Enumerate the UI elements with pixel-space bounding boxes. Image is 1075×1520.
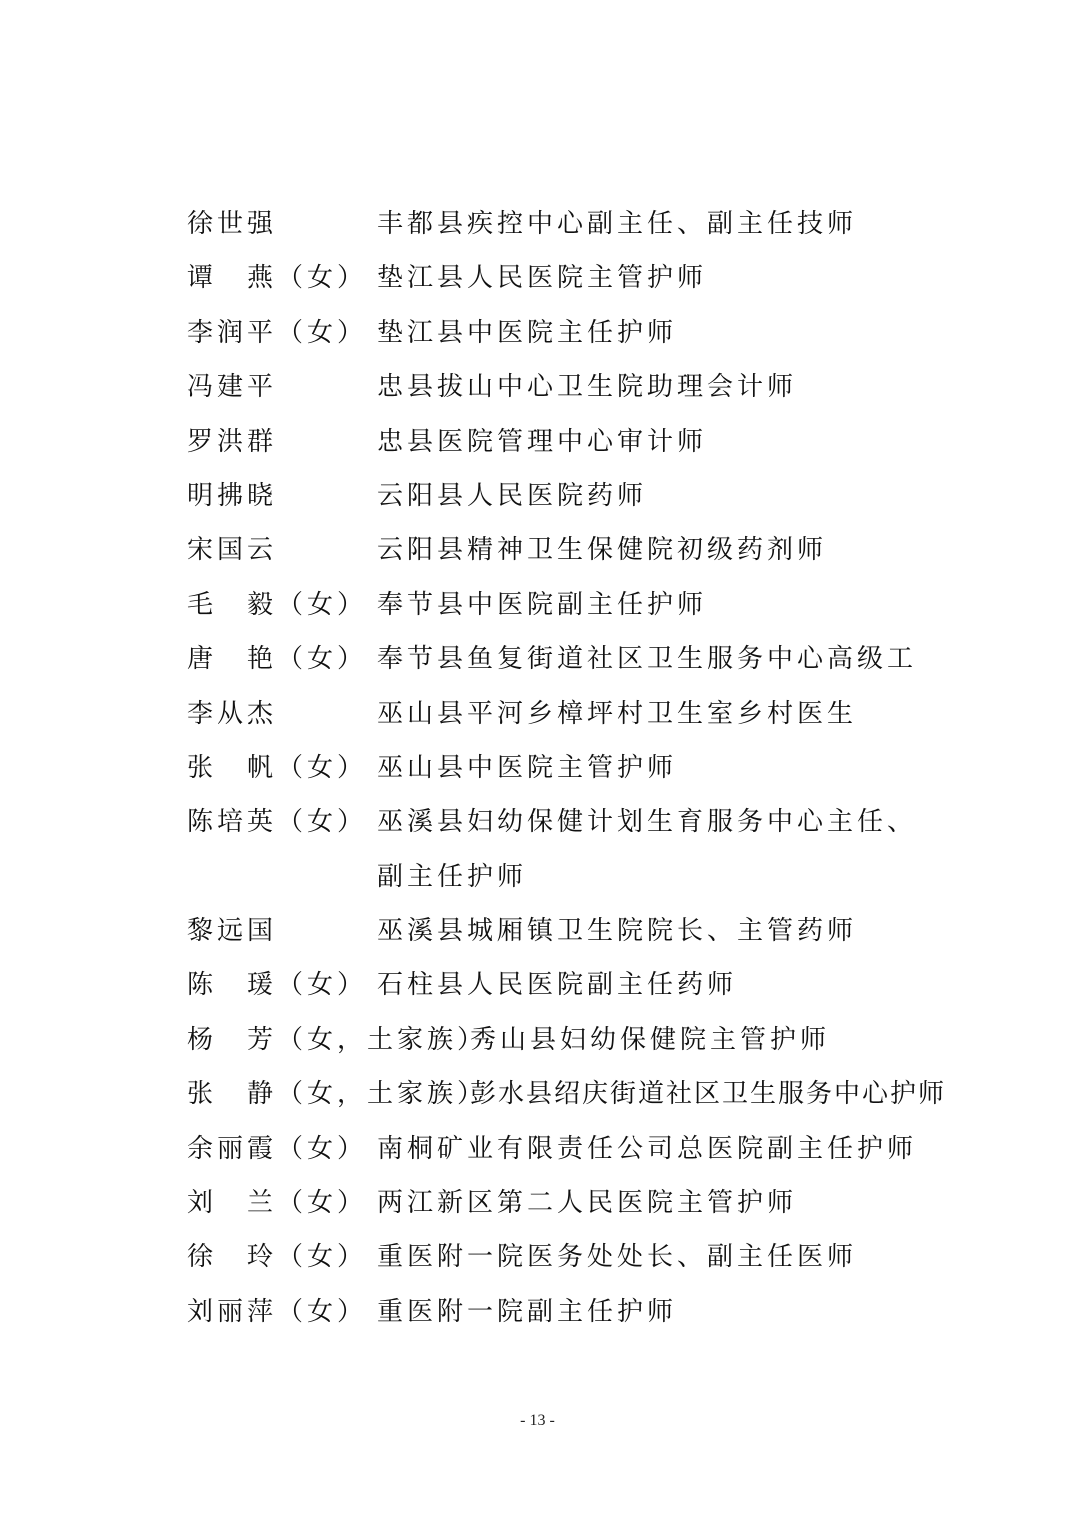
person-name: 毛 毅（女）	[187, 589, 368, 620]
personnel-list	[187, 197, 1007, 1339]
person-name: 张 帆（女）	[187, 752, 368, 783]
page-number: - 13 -	[520, 1412, 555, 1429]
person-title: 巫山县中医院主管护师	[377, 752, 678, 783]
list-item	[187, 904, 1007, 958]
person-title: 重医附一院医务处处长、副主任医师	[377, 1242, 858, 1273]
list-item	[187, 795, 1007, 849]
person-title: 奉节县鱼复街道社区卫生服务中心高级工	[377, 644, 918, 675]
person-name: 李润平（女）	[187, 317, 368, 348]
person-name: 李从杰	[187, 698, 278, 729]
person-title: 奉节县中医院副主任护师	[377, 589, 708, 620]
list-item	[187, 1013, 1007, 1067]
list-item	[187, 741, 1007, 795]
person-name: 徐世强	[187, 209, 278, 239]
list-item	[187, 415, 1007, 469]
person-title: 秀山县妇幼保健院主管护师	[470, 1024, 831, 1055]
person-name: 罗洪群	[187, 426, 278, 457]
person-name: 刘丽萍（女）	[187, 1296, 368, 1327]
person-title: 彭水县绍庆街道社区卫生服务中心护师	[470, 1079, 947, 1110]
list-item	[187, 251, 1007, 305]
list-item-continuation	[187, 850, 1007, 904]
list-item	[187, 1285, 1007, 1339]
person-name: 徐 玲（女）	[187, 1242, 368, 1273]
person-name: 陈 瑗（女）	[187, 970, 368, 1001]
person-title: 忠县拔山中心卫生院助理会计师	[377, 372, 798, 403]
list-item	[187, 958, 1007, 1012]
person-title: 垫江县中医院主任护师	[377, 317, 678, 348]
list-item	[187, 632, 1007, 686]
person-title: 副主任护师	[377, 861, 528, 892]
person-name: 宋国云	[187, 535, 278, 566]
list-item	[187, 469, 1007, 523]
list-item	[187, 197, 1007, 251]
person-title: 两江新区第二人民医院主管护师	[377, 1188, 798, 1219]
person-title: 巫山县平河乡樟坪村卫生室乡村医生	[377, 698, 858, 729]
list-item	[187, 578, 1007, 632]
person-name: 明拂晓	[187, 480, 278, 511]
person-name: 黎远国	[187, 916, 278, 947]
person-title: 云阳县人民医院药师	[377, 480, 648, 511]
person-name: 杨 芳（女，土家族）	[187, 1024, 488, 1055]
person-title: 重医附一院副主任护师	[377, 1296, 678, 1327]
person-title: 垫江县人民医院主管护师	[377, 263, 708, 294]
person-title: 忠县医院管理中心审计师	[377, 426, 708, 457]
list-item	[187, 360, 1007, 414]
person-title: 巫溪县城厢镇卫生院院长、主管药师	[377, 916, 858, 947]
list-item	[187, 306, 1007, 360]
person-title: 石柱县人民医院副主任药师	[377, 970, 738, 1001]
person-name: 谭 燕（女）	[187, 263, 368, 294]
person-title: 巫溪县妇幼保健计划生育服务中心主任、	[377, 807, 918, 838]
list-item	[187, 687, 1007, 741]
person-name: 刘 兰（女）	[187, 1188, 368, 1219]
list-item	[187, 1230, 1007, 1284]
person-title: 南桐矿业有限责任公司总医院副主任护师	[377, 1133, 918, 1164]
list-item	[187, 523, 1007, 577]
person-name: 陈培英（女）	[187, 807, 368, 838]
person-name: 唐 艳（女）	[187, 644, 368, 675]
list-item	[187, 1122, 1007, 1176]
person-name: 张 静（女，土家族）	[187, 1079, 488, 1110]
person-name: 冯建平	[187, 372, 278, 403]
person-name: 余丽霞（女）	[187, 1133, 368, 1164]
person-title: 丰都县疾控中心副主任、副主任技师	[377, 209, 858, 239]
list-item	[187, 1176, 1007, 1230]
person-title: 云阳县精神卫生保健院初级药剂师	[377, 535, 828, 566]
list-item	[187, 1067, 1007, 1121]
